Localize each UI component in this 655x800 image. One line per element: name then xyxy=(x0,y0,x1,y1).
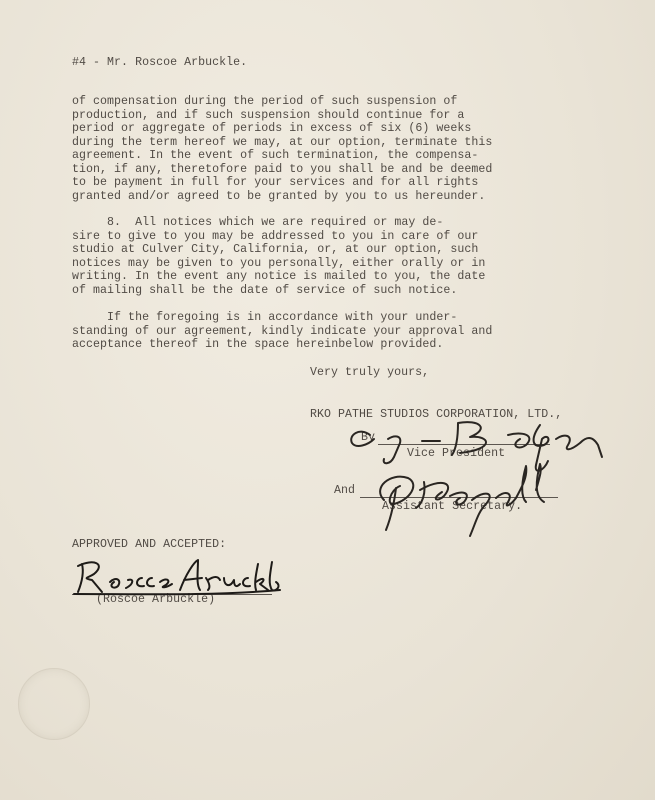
body-line: If the foregoing is in accordance with your under- xyxy=(72,311,458,324)
arbuckle-typed-name: (Roscoe Arbuckle) xyxy=(96,593,216,606)
vp-title: Vice President xyxy=(407,447,506,460)
approved-label: APPROVED AND ACCEPTED: xyxy=(72,538,227,551)
by-label: By xyxy=(361,431,376,444)
closing: Very truly yours, xyxy=(310,366,430,379)
body-line: production, and if such suspension should continue for a xyxy=(72,108,465,122)
secretary-title: Assistant Secretary. xyxy=(382,500,523,513)
body-line: to be payment in full for your services and for all rights xyxy=(72,176,479,189)
body-line: of mailing shall be the date of service of such notice. xyxy=(72,283,458,297)
body-line: granted and/or agreed to be granted by you to us hereunder. xyxy=(72,189,486,203)
and-label: And xyxy=(334,484,356,497)
embossed-seal xyxy=(18,668,90,740)
body-line: during the term hereof we may, at our option, terminate this xyxy=(72,135,493,149)
arbuckle-handwritten-signature xyxy=(64,554,284,604)
body-line: of compensation during the period of such suspension of xyxy=(72,95,458,108)
page-header: #4 - Mr. Roscoe Arbuckle. xyxy=(72,56,248,69)
secretary-handwritten-signature xyxy=(350,460,570,540)
body-line: studio at Culver City, California, or, at our option, such xyxy=(72,243,479,256)
body-line: tion, if any, theretofore paid to you shall be and be deemed xyxy=(72,162,493,176)
body-line: agreement. In the event of such termination, the compensa- xyxy=(72,149,479,162)
body-line: 8. All notices which we are required or may de- xyxy=(72,216,444,229)
body-line: period or aggregate of periods in excess of six (6) weeks xyxy=(72,122,472,135)
body-line: sire to give to you may be addressed to you in care of our xyxy=(72,229,479,243)
body-line: writing. In the event any notice is mailed to you, the date xyxy=(72,270,486,283)
company-name: RKO PATHE STUDIOS CORPORATION, LTD., xyxy=(310,408,563,421)
body-line: acceptance thereof in the space hereinbelow provided. xyxy=(72,338,444,351)
body-line: notices may be given to you personally, either orally or in xyxy=(72,256,486,270)
body-line: standing of our agreement, kindly indicate your approval and xyxy=(72,324,493,338)
